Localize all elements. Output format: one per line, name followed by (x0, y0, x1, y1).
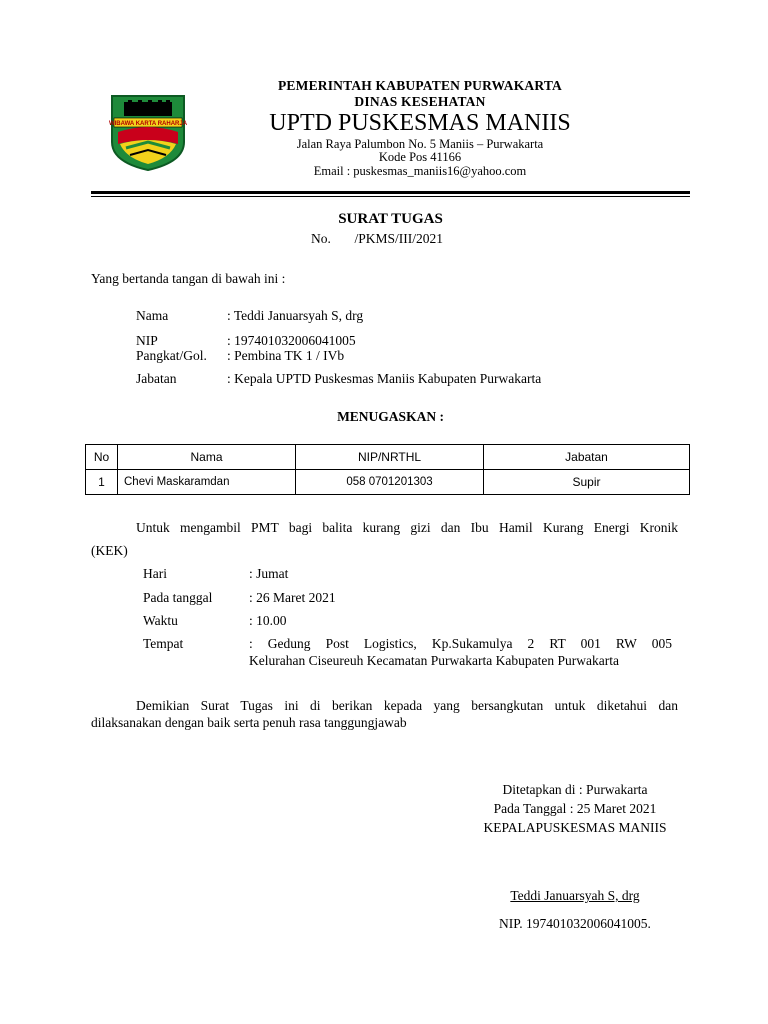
document-number: No. /PKMS/III/2021 (311, 231, 444, 246)
table-header-row (86, 445, 690, 470)
col-header-no: No (86, 445, 118, 470)
detail-place-label: Tempat (143, 636, 184, 651)
purwakarta-regency-emblem (106, 92, 190, 172)
signatory-name-label: Nama (136, 308, 169, 323)
letterhead-divider-thin (91, 196, 690, 197)
signatory-nip-label: NIP (136, 333, 158, 348)
col-header-name: Nama (118, 445, 296, 470)
kop-institution: UPTD PUSKESMAS MANIIS (269, 110, 571, 136)
signatory-position-label: Jabatan (136, 371, 177, 386)
detail-place-line-2: Kelurahan Ciseureuh Kecamatan Purwakarta Kabupaten Purwakarta (249, 653, 619, 668)
detail-place-line-1: : Gedung Post Logistics, Kp.Sukamulya 2 RT 001 RW 005 (249, 636, 672, 651)
kop-department: DINAS KESEHATAN (354, 94, 486, 109)
cell-position: Supir (484, 470, 690, 495)
svg-text:WIBAWA KARTA RAHARJA: WIBAWA KARTA RAHARJA (108, 121, 188, 127)
kop-email: Email : puskesmas_maniis16@yahoo.com (313, 164, 527, 178)
cell-no: 1 (86, 470, 118, 495)
detail-date-value: : 26 Maret 2021 (249, 590, 336, 605)
detail-date-label: Pada tanggal (143, 590, 213, 605)
signature-date: Pada Tanggal : 25 Maret 2021 (493, 801, 657, 816)
kop-address: Jalan Raya Palumbon No. 5 Maniis – Purwakarta (296, 137, 544, 151)
purpose-line-2: (KEK) (91, 543, 128, 558)
detail-time-label: Waktu (143, 613, 178, 628)
kop-postal-code: Kode Pos 41166 (378, 150, 462, 164)
col-header-position: Jabatan (484, 445, 690, 470)
signatory-nip-value: : 197401032006041005 (227, 333, 356, 348)
signature-name: Teddi Januarsyah S, drg (510, 888, 640, 903)
kop-government: PEMERINTAH KABUPATEN PURWAKARTA (277, 78, 562, 93)
purpose-line-1: Untuk mengambil PMT bagi balita kurang gizi dan Ibu Hamil Kurang Energi Kronik (136, 520, 678, 535)
signatory-position-value: : Kepala UPTD Puskesmas Maniis Kabupaten Purwakarta (227, 371, 542, 386)
assignment-heading: MENUGASKAN : (337, 409, 444, 424)
col-header-nip: NIP/NRTHL (296, 445, 484, 470)
intro-text: Yang bertanda tangan di bawah ini : (91, 271, 286, 286)
detail-day-label: Hari (143, 566, 167, 581)
signature-position: KEPALAPUSKESMAS MANIIS (483, 820, 667, 835)
signature-place: Ditetapkan di : Purwakarta (502, 782, 648, 797)
cell-name: Chevi Maskaramdan (118, 470, 296, 495)
assignee-table (85, 444, 690, 495)
table-row (86, 470, 690, 495)
signature-nip: NIP. 197401032006041005. (499, 916, 651, 931)
closing-line-2: dilaksanakan dengan baik serta penuh rasa tanggungjawab (91, 715, 407, 730)
signatory-rank-label: Pangkat/Gol. (136, 348, 207, 363)
document-title: SURAT TUGAS (338, 211, 443, 227)
closing-line-1: Demikian Surat Tugas ini di berikan kepada yang bersangkutan untuk diketahui dan (136, 698, 678, 713)
signatory-name-value: : Teddi Januarsyah S, drg (227, 308, 364, 323)
letterhead-divider-thick (91, 191, 690, 194)
signatory-rank-value: : Pembina TK 1 / IVb (227, 348, 345, 363)
detail-time-value: : 10.00 (249, 613, 287, 628)
cell-nip: 058 0701201303 (296, 470, 484, 495)
detail-day-value: : Jumat (249, 566, 289, 581)
